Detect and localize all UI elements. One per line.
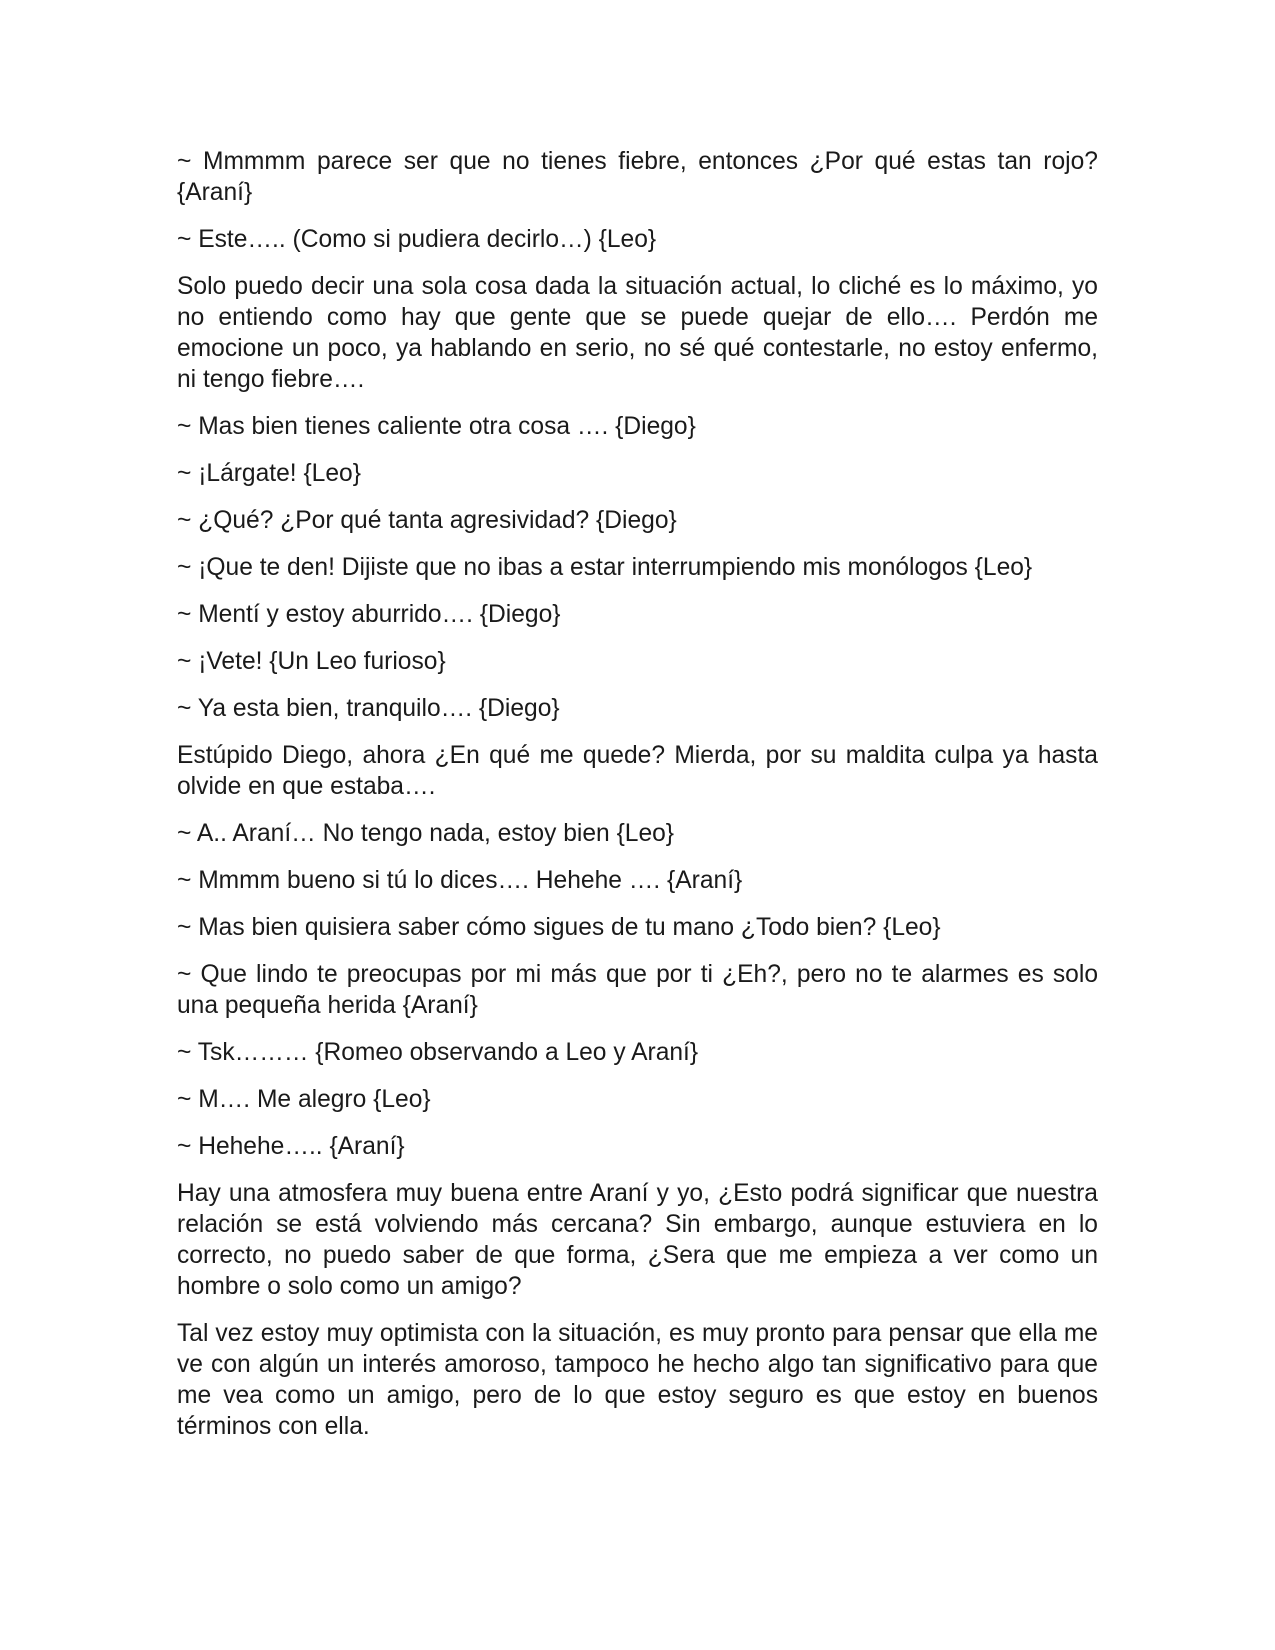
paragraph: Tal vez estoy muy optimista con la situación, es muy pronto para pensar que ella me ve con algún un interés amoroso, tampoco he hecho algo tan significativo para que me vea como un amigo, pero de lo que estoy seguro es que estoy en buenos términos con ella. <box>177 1320 1098 1440</box>
paragraph: ~ Tsk……… {Romeo observando a Leo y Araní} <box>177 1039 699 1066</box>
paragraph: ~ Hehehe….. {Araní} <box>177 1133 405 1160</box>
paragraph: ~ ¡Lárgate! {Leo} <box>177 460 361 487</box>
paragraph: ~ Mentí y estoy aburrido…. {Diego} <box>177 601 561 628</box>
paragraph: Estúpido Diego, ahora ¿En qué me quede? Mierda, por su maldita culpa ya hasta olvide en que estaba…. <box>177 742 1098 800</box>
paragraph: ~ Este….. (Como si pudiera decirlo…) {Leo} <box>177 226 657 253</box>
paragraph: Solo puedo decir una sola cosa dada la situación actual, lo cliché es lo máximo, yo no entiendo como hay que gente que se puede quejar de ello…. Perdón me emocione un poco, ya hablando en serio, no sé qué contestarle, no estoy enfermo, ni tengo fiebre…. <box>177 273 1098 393</box>
paragraph: ~ Mmmm bueno si tú lo dices…. Hehehe …. {Araní} <box>177 867 743 894</box>
paragraph: ~ ¿Qué? ¿Por qué tanta agresividad? {Diego} <box>177 507 677 534</box>
paragraph: ~ M…. Me alegro {Leo} <box>177 1086 431 1113</box>
paragraph: Hay una atmosfera muy buena entre Araní y yo, ¿Esto podrá significar que nuestra relación se está volviendo más cercana? Sin embargo, aunque estuviera en lo correcto, no puedo saber de que forma, ¿Sera que me empieza a ver como un hombre o solo como un amigo? <box>177 1180 1098 1300</box>
paragraph: ~ Mas bien tienes caliente otra cosa …. {Diego} <box>177 413 696 440</box>
paragraph: ~ Mmmmm parece ser que no tienes fiebre, entonces ¿Por qué estas tan rojo? {Araní} <box>177 148 1098 206</box>
paragraph: ~ Que lindo te preocupas por mi más que por ti ¿Eh?, pero no te alarmes es solo una pequeña herida {Araní} <box>177 961 1098 1019</box>
paragraph: ~ A.. Araní… No tengo nada, estoy bien {Leo} <box>177 820 675 847</box>
document-page <box>177 146 1098 1458</box>
paragraph: ~ ¡Que te den! Dijiste que no ibas a estar interrumpiendo mis monólogos {Leo} <box>177 554 1033 581</box>
paragraph: ~ ¡Vete! {Un Leo furioso} <box>177 648 446 675</box>
paragraph: ~ Mas bien quisiera saber cómo sigues de tu mano ¿Todo bien? {Leo} <box>177 914 941 941</box>
paragraph: ~ Ya esta bien, tranquilo…. {Diego} <box>177 695 560 722</box>
